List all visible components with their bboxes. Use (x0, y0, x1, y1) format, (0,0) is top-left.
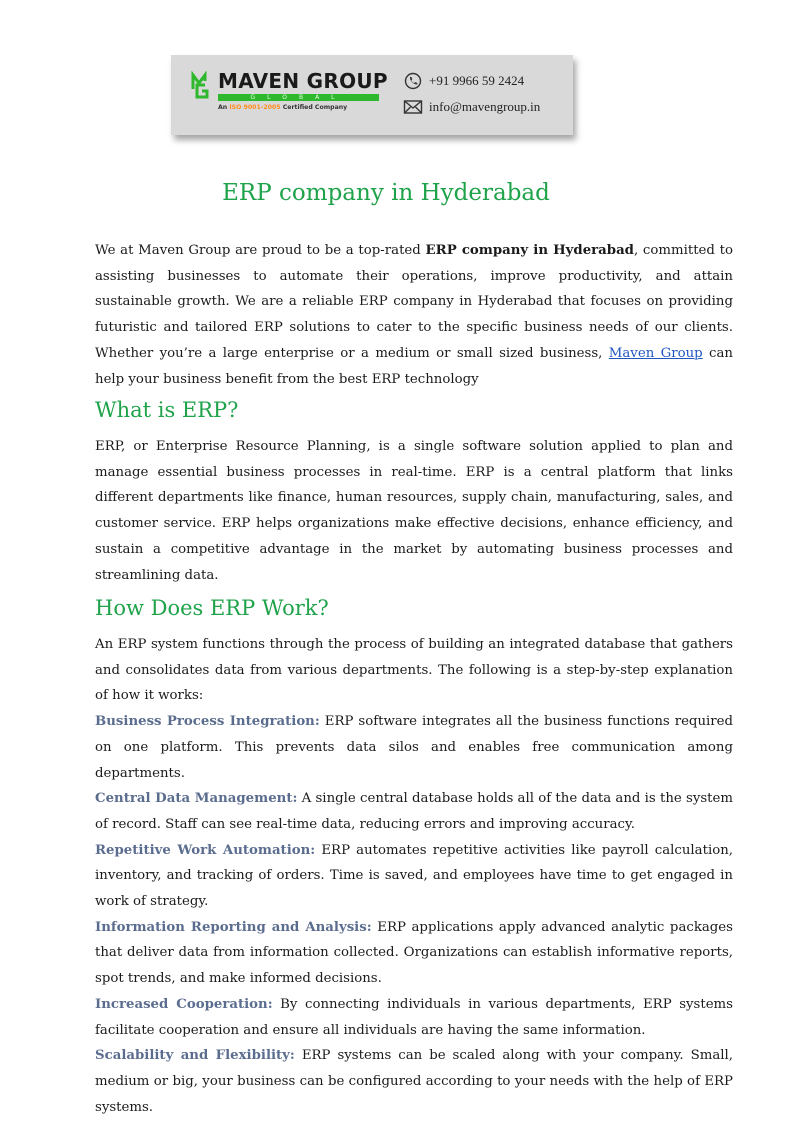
intro-bold-phrase: ERP company in Hyderabad (425, 243, 634, 258)
how-erp-works-intro: An ERP system functions through the process of building an integrated database that gathers and consolidates data from various departments. The following is a step-by-step explanation of how it works: (95, 637, 733, 704)
list-item-term: Central Data Management: (95, 791, 298, 807)
intro-paragraph: We at Maven Group are proud to be a top-rated ERP company in Hyderabad, committed to assisting businesses to automate their operations, improve productivity, and attain sustainable growth. We are a reliable ERP company in Hyderabad that focuses on providing futuristic and tailored ERP solutions to cater to the specific business needs of our clients. Whether you’re a large enterprise or a medium or small sized business, Maven Group can help your business benefit from the best ERP technology (95, 243, 733, 387)
how-erp-works-content (95, 632, 733, 1120)
list-item-term: Information Reporting and Analysis: (95, 919, 372, 935)
brand-tagline: An ISO 9001-2005 Certified Company (218, 104, 348, 111)
phone-contact (403, 72, 524, 90)
list-item: Scalability and Flexibility: ERP systems can be scaled along with your company. Small, medium or big, your business can be configured according to your needs with the help of ERP systems. (95, 1048, 733, 1115)
what-is-erp-paragraph: ERP, or Enterprise Resource Planning, is a single software solution applied to plan and manage essential business processes in real-time. ERP is a central platform that links different departments like finance, human resources, supply chain, manufacturing, sales, and customer service. ERP helps organizations make effective decisions, enhance efficiency, and sustain a competitive advantage in the market by automating business processes and streamlining data. (95, 439, 733, 583)
email-address: info@mavengroup.in (429, 99, 541, 114)
maven-group-link[interactable]: Maven Group (608, 345, 703, 361)
maven-logo-icon (191, 71, 213, 101)
list-item: Repetitive Work Automation: ERP automates repetitive activities like payroll calculation, inventory, and tracking of orders. Time is saved, and employees have time to get engaged in work of strategy. (95, 842, 733, 910)
brand-name: MAVEN GROUP (218, 69, 388, 93)
how-erp-works-heading: How Does ERP Work? (95, 596, 329, 620)
list-item-term: Increased Cooperation: (95, 996, 273, 1012)
envelope-icon (403, 98, 423, 116)
header-banner (171, 55, 573, 135)
list-item-term: Business Process Integration: (95, 714, 320, 730)
phone-number: +91 9966 59 2424 (429, 73, 525, 88)
what-is-erp-heading: What is ERP? (95, 398, 239, 422)
list-item: Increased Cooperation: By connecting individuals in various departments, ERP systems facilitate cooperation and ensure all individuals are having the same information. (95, 996, 733, 1038)
list-item-term: Repetitive Work Automation: (95, 842, 316, 858)
page-title: ERP company in Hyderabad (222, 180, 550, 206)
list-item: Information Reporting and Analysis: ERP applications apply advanced analytic packages that deliver data from information collected. Organizations can establish informative reports, spot trends, and make informed decisions. (95, 919, 734, 987)
phone-icon (403, 72, 423, 90)
list-item: Business Process Integration: ERP software integrates all the business functions required on one platform. This prevents data silos and enables free communication among departments. (95, 714, 734, 781)
list-item: Central Data Management: A single central database holds all of the data and is the system of record. Staff can see real-time data, reducing errors and improving accuracy. (95, 791, 734, 832)
list-item-term: Scalability and Flexibility: (95, 1048, 295, 1064)
email-contact (403, 98, 540, 116)
brand-sub-bar: GLOBAL (218, 94, 379, 101)
